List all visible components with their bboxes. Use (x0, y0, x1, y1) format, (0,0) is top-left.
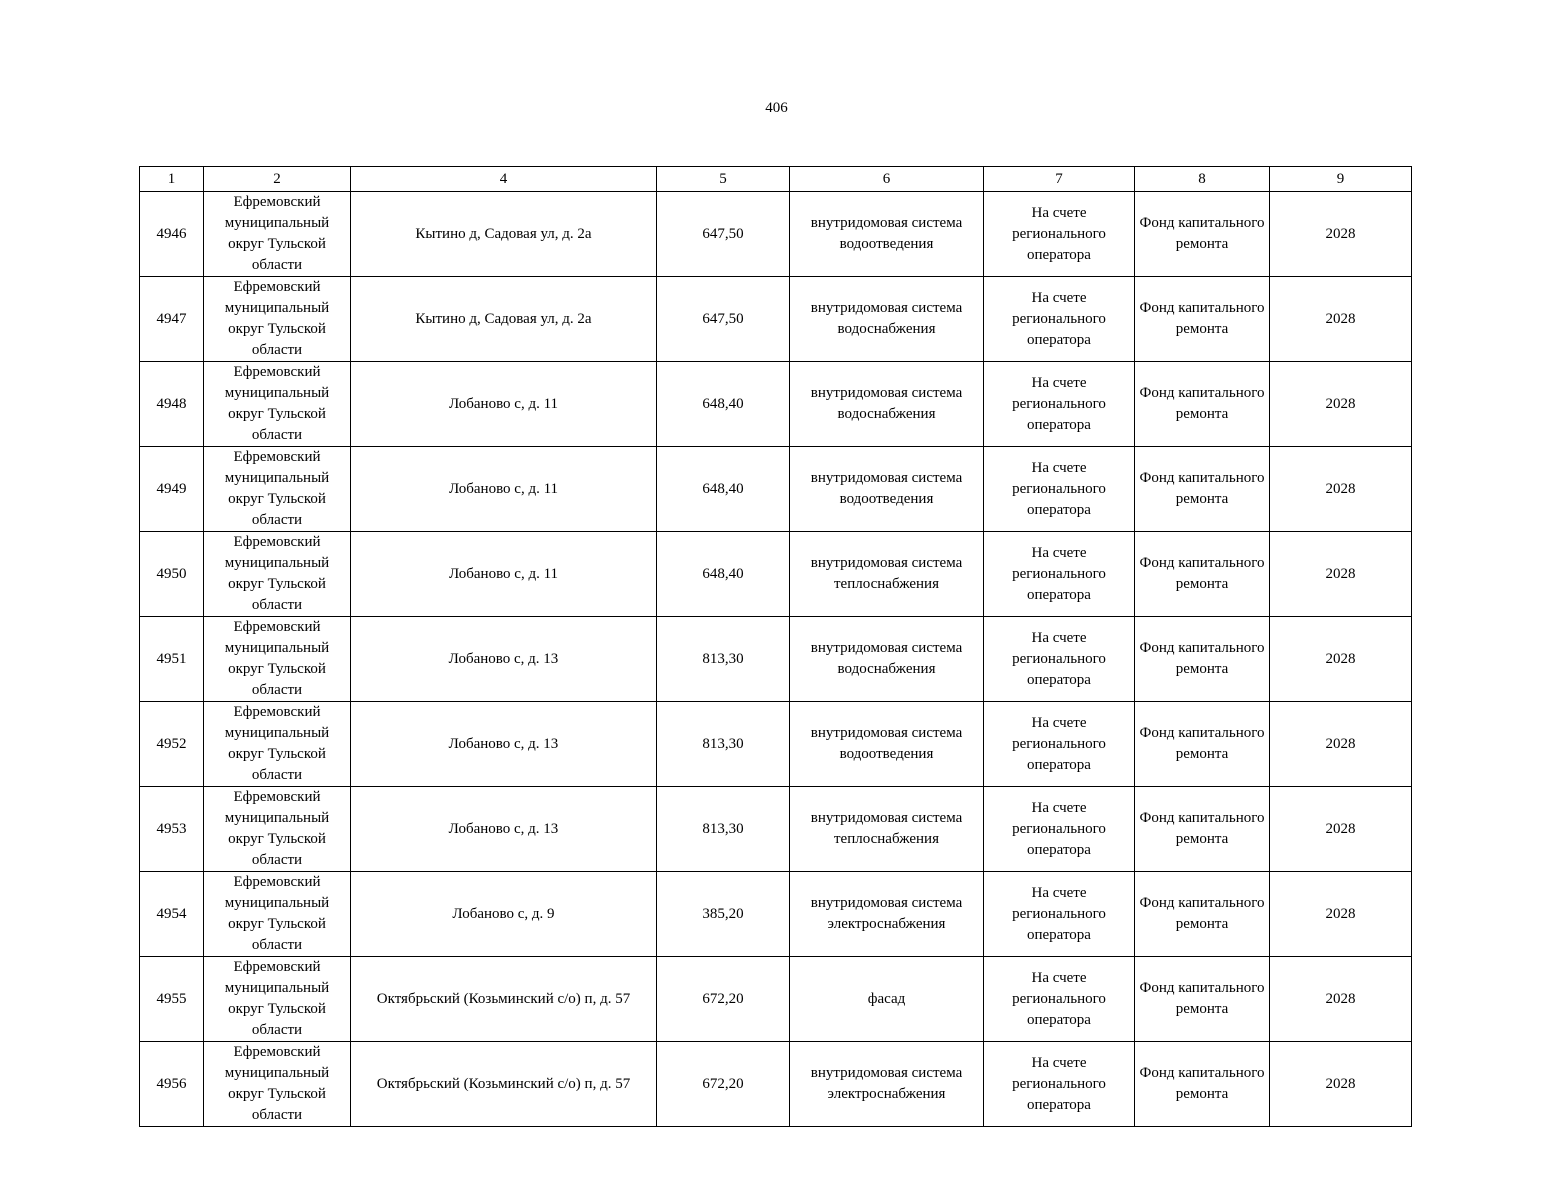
system-cell: внутридомовая система электроснабжения (790, 872, 984, 957)
address-cell: Лобаново с, д. 11 (351, 447, 657, 532)
year-cell: 2028 (1270, 277, 1412, 362)
column-header: 6 (790, 167, 984, 192)
funding-source-cell: На счете регионального оператора (984, 532, 1135, 617)
address-cell: Кытино д, Садовая ул, д. 2а (351, 277, 657, 362)
year-cell: 2028 (1270, 362, 1412, 447)
fund-cell: Фонд капитального ремонта (1135, 192, 1270, 277)
row-number-cell: 4953 (140, 787, 204, 872)
funding-source-cell: На счете регионального оператора (984, 957, 1135, 1042)
fund-cell: Фонд капитального ремонта (1135, 872, 1270, 957)
year-cell: 2028 (1270, 192, 1412, 277)
table-row (140, 702, 1412, 787)
column-header: 1 (140, 167, 204, 192)
address-cell: Лобаново с, д. 13 (351, 617, 657, 702)
area-cell: 672,20 (657, 957, 790, 1042)
area-cell: 648,40 (657, 362, 790, 447)
year-cell: 2028 (1270, 787, 1412, 872)
fund-cell: Фонд капитального ремонта (1135, 277, 1270, 362)
column-header: 5 (657, 167, 790, 192)
fund-cell: Фонд капитального ремонта (1135, 702, 1270, 787)
fund-cell: Фонд капитального ремонта (1135, 532, 1270, 617)
row-number-cell: 4946 (140, 192, 204, 277)
municipality-cell: Ефремовский муниципальный округ Тульской области (204, 702, 351, 787)
table-row (140, 617, 1412, 702)
year-cell: 2028 (1270, 702, 1412, 787)
fund-cell: Фонд капитального ремонта (1135, 787, 1270, 872)
table-row (140, 192, 1412, 277)
table-row (140, 277, 1412, 362)
area-cell: 813,30 (657, 787, 790, 872)
row-number-cell: 4948 (140, 362, 204, 447)
municipality-cell: Ефремовский муниципальный округ Тульской области (204, 787, 351, 872)
year-cell: 2028 (1270, 1042, 1412, 1127)
area-cell: 672,20 (657, 1042, 790, 1127)
year-cell: 2028 (1270, 532, 1412, 617)
system-cell: внутридомовая система водоотведения (790, 192, 984, 277)
table-row (140, 787, 1412, 872)
fund-cell: Фонд капитального ремонта (1135, 617, 1270, 702)
area-cell: 813,30 (657, 702, 790, 787)
fund-cell: Фонд капитального ремонта (1135, 957, 1270, 1042)
row-number-cell: 4950 (140, 532, 204, 617)
system-cell: внутридомовая система электроснабжения (790, 1042, 984, 1127)
system-cell: внутридомовая система водоотведения (790, 702, 984, 787)
year-cell: 2028 (1270, 872, 1412, 957)
municipality-cell: Ефремовский муниципальный округ Тульской области (204, 362, 351, 447)
row-number-cell: 4951 (140, 617, 204, 702)
capital-repair-table (139, 166, 1412, 1127)
address-cell: Лобаново с, д. 11 (351, 362, 657, 447)
funding-source-cell: На счете регионального оператора (984, 1042, 1135, 1127)
row-number-cell: 4947 (140, 277, 204, 362)
table-header-row (140, 167, 1412, 192)
table-row (140, 532, 1412, 617)
address-cell: Лобаново с, д. 13 (351, 702, 657, 787)
address-cell: Кытино д, Садовая ул, д. 2а (351, 192, 657, 277)
funding-source-cell: На счете регионального оператора (984, 702, 1135, 787)
address-cell: Лобаново с, д. 11 (351, 532, 657, 617)
table-row (140, 957, 1412, 1042)
fund-cell: Фонд капитального ремонта (1135, 1042, 1270, 1127)
area-cell: 648,40 (657, 532, 790, 617)
area-cell: 648,40 (657, 447, 790, 532)
row-number-cell: 4954 (140, 872, 204, 957)
municipality-cell: Ефремовский муниципальный округ Тульской области (204, 872, 351, 957)
municipality-cell: Ефремовский муниципальный округ Тульской области (204, 192, 351, 277)
fund-cell: Фонд капитального ремонта (1135, 447, 1270, 532)
column-header: 9 (1270, 167, 1412, 192)
municipality-cell: Ефремовский муниципальный округ Тульской области (204, 277, 351, 362)
column-header: 8 (1135, 167, 1270, 192)
system-cell: фасад (790, 957, 984, 1042)
funding-source-cell: На счете регионального оператора (984, 362, 1135, 447)
area-cell: 385,20 (657, 872, 790, 957)
table-row (140, 447, 1412, 532)
address-cell: Октябрьский (Козьминский с/о) п, д. 57 (351, 1042, 657, 1127)
area-cell: 647,50 (657, 277, 790, 362)
funding-source-cell: На счете регионального оператора (984, 447, 1135, 532)
column-header: 4 (351, 167, 657, 192)
system-cell: внутридомовая система теплоснабжения (790, 532, 984, 617)
funding-source-cell: На счете регионального оператора (984, 192, 1135, 277)
municipality-cell: Ефремовский муниципальный округ Тульской области (204, 447, 351, 532)
funding-source-cell: На счете регионального оператора (984, 872, 1135, 957)
fund-cell: Фонд капитального ремонта (1135, 362, 1270, 447)
table-row (140, 1042, 1412, 1127)
table-row (140, 362, 1412, 447)
address-cell: Октябрьский (Козьминский с/о) п, д. 57 (351, 957, 657, 1042)
address-cell: Лобаново с, д. 13 (351, 787, 657, 872)
row-number-cell: 4955 (140, 957, 204, 1042)
year-cell: 2028 (1270, 957, 1412, 1042)
system-cell: внутридомовая система водоснабжения (790, 617, 984, 702)
municipality-cell: Ефремовский муниципальный округ Тульской области (204, 617, 351, 702)
year-cell: 2028 (1270, 447, 1412, 532)
funding-source-cell: На счете регионального оператора (984, 787, 1135, 872)
municipality-cell: Ефремовский муниципальный округ Тульской области (204, 532, 351, 617)
table-row (140, 872, 1412, 957)
column-header: 2 (204, 167, 351, 192)
row-number-cell: 4949 (140, 447, 204, 532)
municipality-cell: Ефремовский муниципальный округ Тульской области (204, 1042, 351, 1127)
year-cell: 2028 (1270, 617, 1412, 702)
funding-source-cell: На счете регионального оператора (984, 277, 1135, 362)
row-number-cell: 4952 (140, 702, 204, 787)
page-number: 406 (765, 100, 788, 116)
system-cell: внутридомовая система водоснабжения (790, 277, 984, 362)
system-cell: внутридомовая система водоотведения (790, 447, 984, 532)
address-cell: Лобаново с, д. 9 (351, 872, 657, 957)
funding-source-cell: На счете регионального оператора (984, 617, 1135, 702)
area-cell: 647,50 (657, 192, 790, 277)
system-cell: внутридомовая система водоснабжения (790, 362, 984, 447)
system-cell: внутридомовая система теплоснабжения (790, 787, 984, 872)
column-header: 7 (984, 167, 1135, 192)
area-cell: 813,30 (657, 617, 790, 702)
municipality-cell: Ефремовский муниципальный округ Тульской области (204, 957, 351, 1042)
row-number-cell: 4956 (140, 1042, 204, 1127)
